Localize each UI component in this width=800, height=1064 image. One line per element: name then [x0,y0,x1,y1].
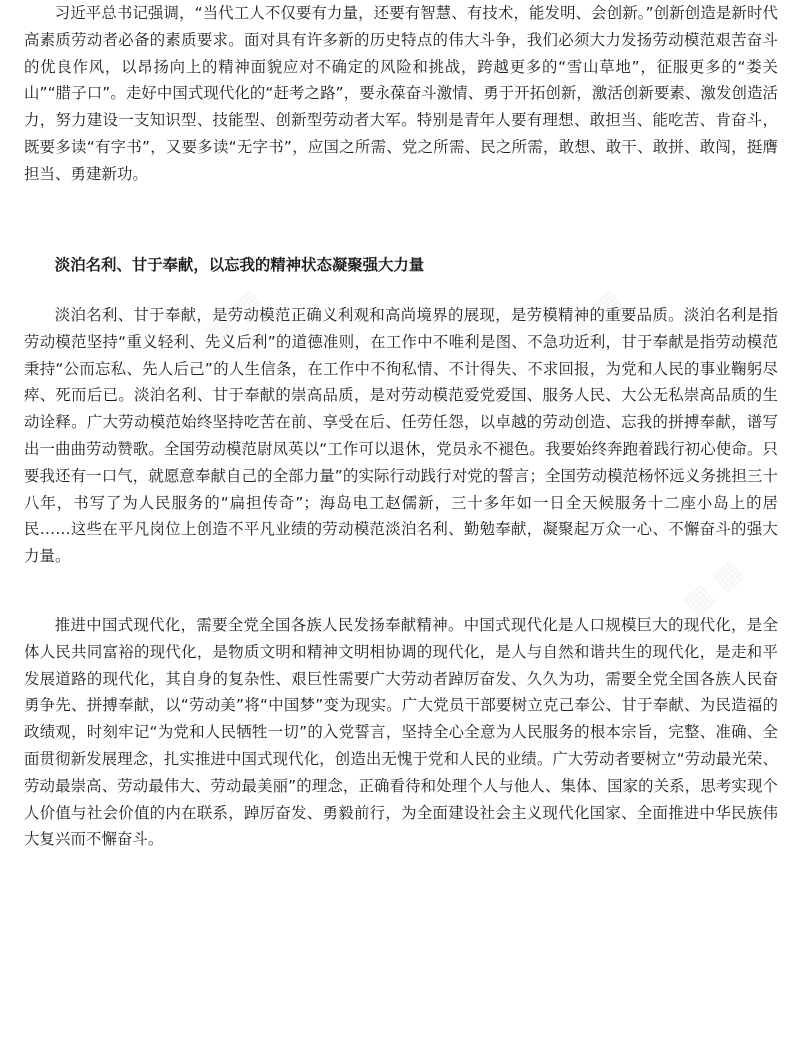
paragraph: 推进中国式现代化，需要全党全国各族人民发扬奉献精神。中国式现代化是人口规模巨大的现代化，是全体人民共同富裕的现代化，是物质文明和精神文明相协调的现代化，是人与自然和谐共生的现代化，是走和平发展道路的现代化，其自身的复杂性、艰巨性需要广大劳动者踔厉奋发、久久为功，需要全党全国各族人民奋勇争先、拼搏奉献，以“劳动美”将“中国梦”变为现实。广大党员干部要树立克己奉公、甘于奉献、为民造福的政绩观，时刻牢记“为党和人民牺牲一切”的入党誓言，坚持全心全意为人民服务的根本宗旨，完整、准确、全面贯彻新发展理念，扎实推进中国式现代化，创造出无愧于党和人民的业绩。广大劳动者要树立“劳动最光荣、劳动最崇高、劳动最伟大、劳动最美丽”的理念，正确看待和处理个人与他人、集体、国家的关系，思考实现个人价值与社会价值的内在联系，踔厉奋发、勇毅前行，为全面建设社会主义现代化国家、全面推进中华民族伟大复兴而不懈奋斗。 [24,616,778,849]
paragraph: 淡泊名利、甘于奉献，是劳动模范正确义利观和高尚境界的展现，是劳模精神的重要品质。淡泊名利是指劳动模范坚持“重义轻利、先义后利”的道德准则，在工作中不唯利是图、不急功近利，甘于奉献是指劳动模范秉持“公而忘私、先人后己”的人生信条，在工作中不徇私情、不计得失、不求回报，为党和人民的事业鞠躬尽瘁、死而后已。淡泊名利、甘于奉献的崇高品质，是对劳动模范爱党爱国、服务人民、大公无私崇高品质的生动诠释。广大劳动模范始终坚持吃苦在前、享受在后、任劳任怨，以卓越的劳动创造、忘我的拼搏奉献，谱写出一曲曲劳动赞歌。全国劳动模范尉凤英以“工作可以退休，党员永不褪色。我要始终奔跑着践行初心使命。只要我还有一口气，就愿意奉献自己的全部力量”的实际行动践行对党的誓言；全国劳动模范杨怀远义务挑担三十八年，书写了为人民服务的“扁担传奇”；海岛电工赵儒新，三十多年如一日全天候服务十二座小岛上的居民……这些在平凡岗位上创造不平凡业绩的劳动模范淡泊名利、勤勉奉献，凝聚起万众一心、不懈奋斗的强大力量。 [24,306,778,566]
paragraph: 习近平总书记强调，“当代工人不仅要有力量，还要有智慧、有技术，能发明、会创新。”创新创造是新时代高素质劳动者必备的素质要求。面对具有许多新的历史特点的伟大斗争，我们必须大力发扬劳动模范艰苦奋斗的优良作风，以昂扬向上的精神面貌应对不确定的风险和挑战，跨越更多的“雪山草地”，征服更多的“娄关山”“腊子口”。走好中国式现代化的“赶考之路”，要永葆奋斗激情、勇于开拓创新，激活创新要素、激发创造活力，努力建设一支知识型、技能型、创新型劳动者大军。特别是青年人要有理想、敢担当、能吃苦、肯奋斗，既要多读“有字书”，又要多读“无字书”，应国之所需、党之所需、民之所需，敢想、敢干、敢拼、敢闯，挺膺担当、勇建新功。 [24,4,778,183]
section-heading: 淡泊名利、甘于奉献，以忘我的精神状态凝聚强大力量 [54,256,425,274]
